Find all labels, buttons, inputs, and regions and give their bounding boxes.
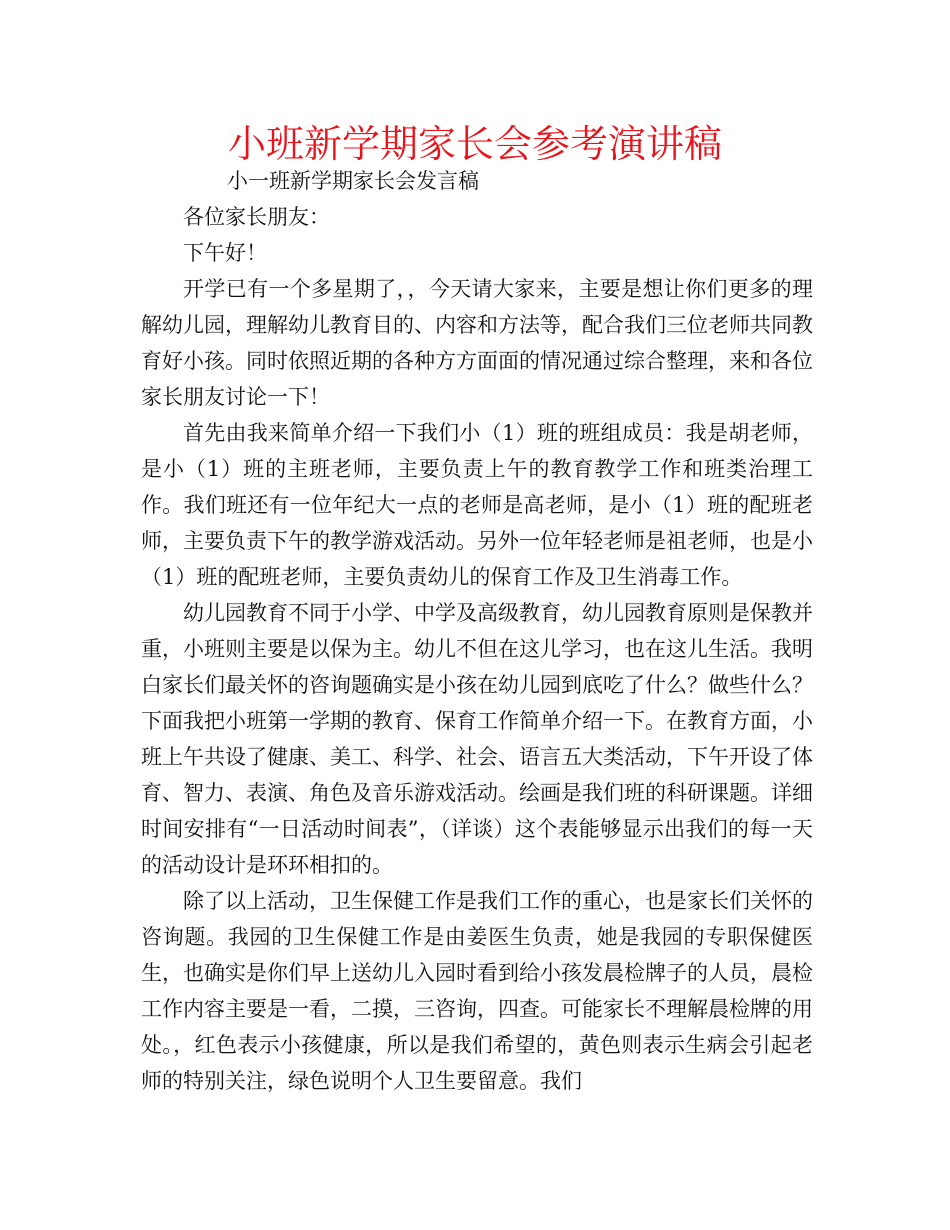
greeting: 下午好！ (183, 241, 267, 265)
paragraph-intro: 开学已有一个多星期了，，今天请大家来，主要是想让你们更多的理解幼儿园，理解幼儿教育目的、内容和方法等，配合我们三位老师共同教育好小孩。同时依照近期的各种方方面面的情况通过综合整理，来和各位家长朋友讨论一下！ (141, 277, 813, 409)
document-body (141, 199, 813, 1099)
paragraph-education: 幼儿园教育不同于小学、中学及高级教育，幼儿园教育原则是保教并重，小班则主要是以保为主。幼儿不但在这儿学习，也在这儿生活。我明白家长们最关怀的咨询题确实是小孩在幼儿园到底吃了什么？做些什么？下面我把小班第一学期的教育、保育工作简单介绍一下。在教育方面，小班上午共设了健康、美工、科学、社会、语言五大类活动，下午开设了体育、智力、表演、角色及音乐游戏活动。绘画是我们班的科研课题。详细时间安排有“一日活动时间表”，（详谈）这个表能够显示出我们的每一天的活动设计是环环相扣的。 (141, 601, 813, 877)
paragraph-teachers: 首先由我来简单介绍一下我们小（1）班的班组成员：我是胡老师，是小（1）班的主班老师，主要负责上午的教育教学工作和班类治理工作。我们班还有一位年纪大一点的老师是高老师，是小（1）班的配班老师，主要负责下午的教学游戏活动。另外一位年轻老师是祖老师，也是小（1）班的配班老师，主要负责幼儿的保育工作及卫生消毒工作。 (141, 421, 813, 589)
document-title: 小班新学期家长会参考演讲稿 (227, 122, 722, 166)
document-subtitle: 小一班新学期家长会发言稿 (227, 169, 479, 193)
salutation: 各位家长朋友： (183, 205, 330, 229)
paragraph-health: 除了以上活动，卫生保健工作是我们工作的重心，也是家长们关怀的咨询题。我园的卫生保健工作是由姜医生负责，她是我园的专职保健医生，也确实是你们早上送幼儿入园时看到给小孩发晨检牌子的人员，晨检工作内容主要是一看，二摸，三咨询，四查。可能家长不理解晨检牌的用处。，红色表示小孩健康，所以是我们希望的，黄色则表示生病会引起老师的特别关注，绿色说明个人卫生要留意。我们 (141, 889, 813, 1093)
